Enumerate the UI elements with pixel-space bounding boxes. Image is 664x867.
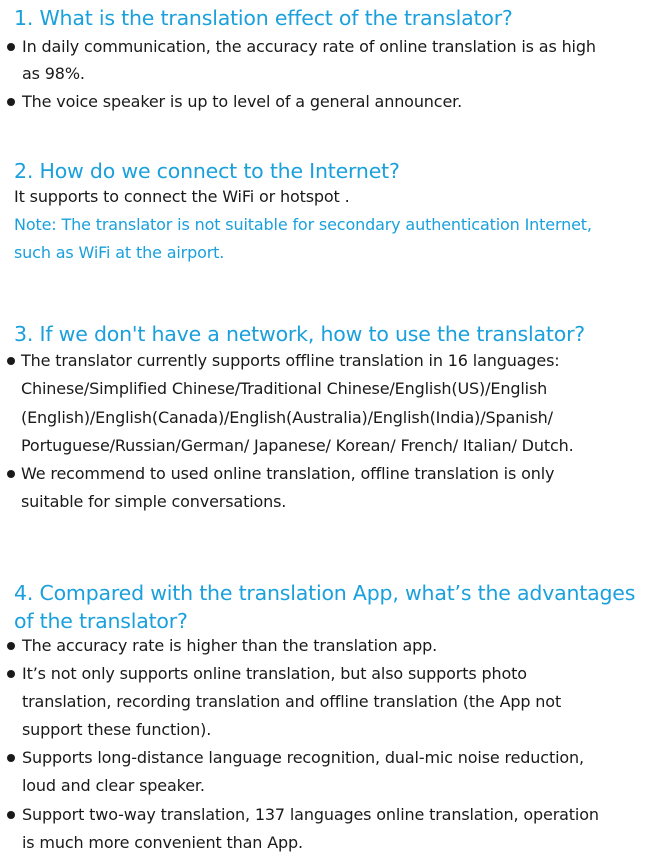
section-3-bullet-1-line-4: Portuguese/Russian/German/ Japanese/ Korean/ French/ Italian/ Dutch. xyxy=(21,436,574,455)
section-3-bullet-2-line-1: We recommend to used online translation, offline translation is only xyxy=(21,464,555,483)
section-3-bullet-1-line-1: The translator currently supports offline translation in 16 languages: xyxy=(21,351,560,370)
bullet-dot-icon xyxy=(7,98,15,106)
section-2-body: It supports to connect the WiFi or hotspot . xyxy=(14,187,350,206)
bullet-dot-icon xyxy=(7,811,15,819)
bullet-dot-icon xyxy=(7,43,15,51)
section-1-heading: 1. What is the translation effect of the translator? xyxy=(14,6,513,30)
section-4-heading-line-2: of the translator? xyxy=(14,609,188,633)
section-4-bullet-3-line-1: Supports long-distance language recognition, dual-mic noise reduction, xyxy=(22,748,584,767)
section-4-bullet-4-line-1: Support two-way translation, 137 languages online translation, operation xyxy=(22,805,599,824)
bullet-dot-icon xyxy=(7,642,15,650)
section-4-bullet-4-line-2: is much more convenient than App. xyxy=(22,833,303,852)
section-4-bullet-3-line-2: loud and clear speaker. xyxy=(22,776,205,795)
section-1-bullet-1-line-1: In daily communication, the accuracy rate of online translation is as high xyxy=(22,37,596,56)
section-1-bullet-2-line-1: The voice speaker is up to level of a general announcer. xyxy=(22,92,463,111)
bullet-dot-icon xyxy=(7,470,15,478)
section-4-bullet-2-line-2: translation, recording translation and offline translation (the App not xyxy=(22,692,562,711)
section-4-bullet-2-line-1: It’s not only supports online translation, but also supports photo xyxy=(22,664,527,683)
section-2-heading: 2. How do we connect to the Internet? xyxy=(14,159,400,183)
section-2-note-line-1: Note: The translator is not suitable for secondary authentication Internet, xyxy=(14,215,592,234)
section-3-bullet-2-line-2: suitable for simple conversations. xyxy=(21,492,287,511)
section-4-bullet-1-line-1: The accuracy rate is higher than the translation app. xyxy=(22,636,438,655)
bullet-dot-icon xyxy=(7,754,15,762)
section-4-bullet-2-line-3: support these function). xyxy=(22,720,212,739)
section-3-bullet-1-line-2: Chinese/Simplified Chinese/Traditional Chinese/English(US)/English xyxy=(21,379,548,398)
bullet-dot-icon xyxy=(7,357,15,365)
section-2-note-line-2: such as WiFi at the airport. xyxy=(14,243,225,262)
bullet-dot-icon xyxy=(7,670,15,678)
section-1-bullet-1-line-2: as 98%. xyxy=(22,64,85,83)
section-3-heading: 3. If we don't have a network, how to use the translator? xyxy=(14,322,585,346)
section-3-bullet-1-line-3: (English)/English(Canada)/English(Australia)/English(India)/Spanish/ xyxy=(21,408,553,427)
section-4-heading-line-1: 4. Compared with the translation App, what’s the advantages xyxy=(14,581,636,605)
